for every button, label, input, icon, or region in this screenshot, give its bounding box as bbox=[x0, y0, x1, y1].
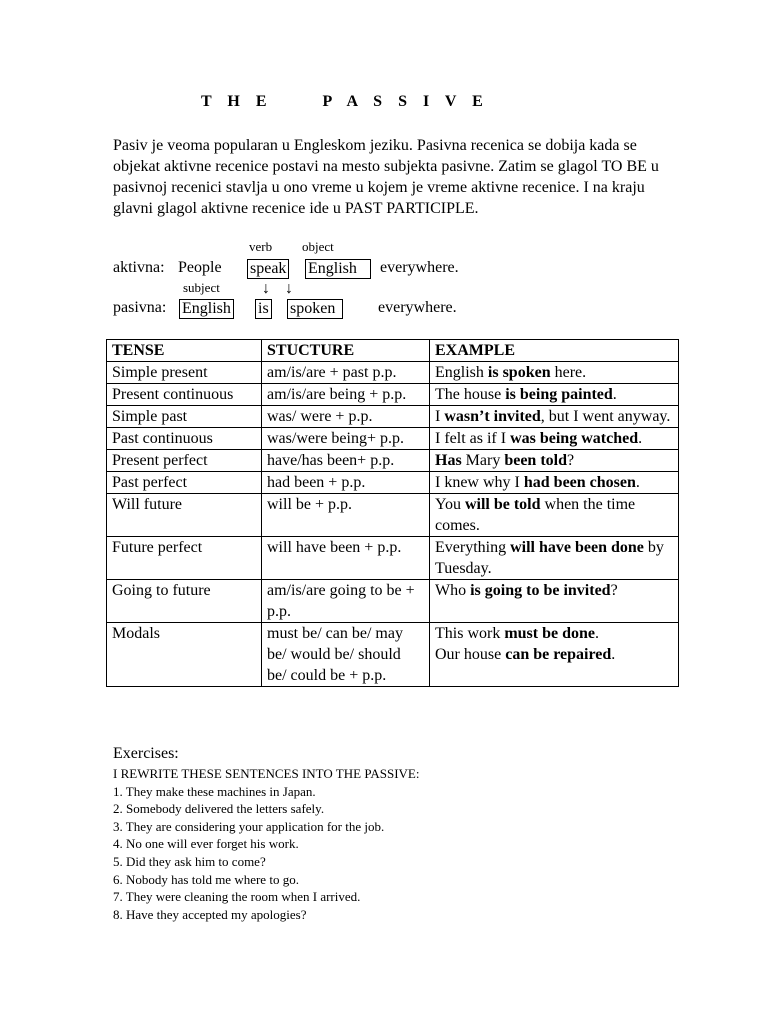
cell-structure: am/is/are + past p.p. bbox=[262, 362, 430, 384]
cell-example bbox=[430, 580, 679, 623]
list-item: 7. They were cleaning the room when I arrived. bbox=[113, 889, 361, 905]
list-item: 1. They make these machines in Japan. bbox=[113, 783, 316, 799]
header-structure: STUCTURE bbox=[262, 340, 430, 362]
example-emphasis: Has bbox=[435, 452, 462, 469]
example-text: by Tuesday. bbox=[435, 539, 664, 577]
passive-pp-box: spoken bbox=[287, 299, 343, 319]
tense-table bbox=[106, 339, 679, 687]
example-text: . bbox=[638, 430, 643, 447]
passive-be-box: is bbox=[255, 299, 272, 319]
cell-structure: had been + p.p. bbox=[262, 472, 430, 494]
list-item: 6. Nobody has told me where to go. bbox=[113, 871, 299, 887]
active-subject: People bbox=[178, 259, 222, 276]
cell-structure: was/ were + p.p. bbox=[262, 406, 430, 428]
cell-tense: Modals bbox=[107, 623, 262, 687]
example-text: This work bbox=[435, 625, 505, 642]
cell-structure: must be/ can be/ may be/ would be/ should be/ could be + p.p. bbox=[262, 623, 430, 687]
label-subject: subject bbox=[183, 280, 220, 295]
example-text: here. bbox=[550, 364, 587, 381]
header-tense: TENSE bbox=[107, 340, 262, 362]
intro-paragraph: Pasiv je veoma popularan u Engleskom jeziku. Pasivna recenica se dobija kada se objekat aktivne recenice postavi na mesto subjekta pasivne. Zatim se glagol TO BE u pasivnoj recenici stavlja u ono vreme u kojem je vreme aktivne recenice. I na kraju glavni glagol aktivne recenice ide u PAST PARTICIPLE. bbox=[113, 137, 659, 217]
cell-example bbox=[430, 537, 679, 580]
example-emphasis: wasn’t invited bbox=[444, 408, 541, 425]
cell-tense: Future perfect bbox=[107, 537, 262, 580]
example-text: The house bbox=[435, 386, 506, 403]
active-label: aktivna: bbox=[113, 259, 165, 276]
cell-example bbox=[430, 362, 679, 384]
cell-tense: Simple past bbox=[107, 406, 262, 428]
page-title: T H E P A S S I V E bbox=[201, 93, 489, 110]
example-text: when the time comes. bbox=[435, 496, 636, 534]
example-text: . bbox=[595, 625, 600, 642]
cell-tense: Present continuous bbox=[107, 384, 262, 406]
cell-structure: am/is/are going to be + p.p. bbox=[262, 580, 430, 623]
table-row bbox=[107, 472, 679, 494]
example-text: . bbox=[635, 474, 640, 491]
arrow-down-icon: ↓ bbox=[285, 280, 293, 297]
table-row bbox=[107, 406, 679, 428]
example-text: Our house bbox=[435, 646, 506, 663]
cell-example bbox=[430, 450, 679, 472]
table-row bbox=[107, 384, 679, 406]
example-emphasis: is being painted bbox=[505, 386, 613, 403]
example-emphasis: will have been done bbox=[510, 539, 644, 556]
table-header-row bbox=[107, 340, 679, 362]
active-rest: everywhere. bbox=[380, 259, 459, 276]
example-emphasis: been told bbox=[504, 452, 567, 469]
cell-structure: will be + p.p. bbox=[262, 494, 430, 537]
example-emphasis: can be repaired bbox=[505, 646, 612, 663]
list-item: 2. Somebody delivered the letters safely. bbox=[113, 801, 325, 817]
table-row bbox=[107, 450, 679, 472]
example-text: Everything bbox=[435, 539, 511, 556]
cell-example bbox=[430, 406, 679, 428]
example-text: I knew why I bbox=[435, 474, 524, 491]
cell-example bbox=[430, 384, 679, 406]
example-text: English bbox=[435, 364, 488, 381]
example-emphasis: will be told bbox=[464, 496, 541, 513]
example-text: , but I went anyway. bbox=[540, 408, 671, 425]
cell-structure: will have been + p.p. bbox=[262, 537, 430, 580]
exercise-instruction: I REWRITE THESE SENTENCES INTO THE PASSIVE: bbox=[113, 766, 420, 781]
passive-subject-box: English bbox=[179, 299, 234, 319]
cell-example bbox=[430, 472, 679, 494]
list-item: 5. Did they ask him to come? bbox=[113, 853, 266, 869]
example-text: ? bbox=[610, 582, 618, 599]
cell-tense: Present perfect bbox=[107, 450, 262, 472]
passive-rest: everywhere. bbox=[378, 299, 457, 316]
example-emphasis: is going to be invited bbox=[470, 582, 611, 599]
example-text: I bbox=[435, 408, 445, 425]
table-row bbox=[107, 362, 679, 384]
cell-structure: am/is/are being + p.p. bbox=[262, 384, 430, 406]
table-row bbox=[107, 428, 679, 450]
example-emphasis: must be done bbox=[504, 625, 596, 642]
example-emphasis: had been chosen bbox=[523, 474, 636, 491]
example-text: . bbox=[612, 386, 617, 403]
label-object: object bbox=[302, 239, 334, 254]
active-verb-box: speak bbox=[247, 259, 289, 279]
example-emphasis: is spoken bbox=[487, 364, 551, 381]
cell-tense: Simple present bbox=[107, 362, 262, 384]
example-text: . bbox=[611, 646, 616, 663]
cell-tense: Going to future bbox=[107, 580, 262, 623]
exercises-heading: Exercises: bbox=[113, 745, 179, 762]
cell-tense: Past continuous bbox=[107, 428, 262, 450]
list-item: 8. Have they accepted my apologies? bbox=[113, 906, 307, 922]
cell-tense: Past perfect bbox=[107, 472, 262, 494]
cell-structure: was/were being+ p.p. bbox=[262, 428, 430, 450]
header-example: EXAMPLE bbox=[430, 340, 679, 362]
example-text: ? bbox=[567, 452, 575, 469]
list-item: 4. No one will ever forget his work. bbox=[113, 836, 299, 852]
arrow-down-icon: ↓ bbox=[262, 280, 270, 297]
example-text: Who bbox=[435, 582, 471, 599]
example-text: Mary bbox=[461, 452, 505, 469]
active-object-box: English bbox=[305, 259, 371, 279]
example-text: You bbox=[435, 496, 465, 513]
label-verb: verb bbox=[249, 239, 273, 254]
cell-example bbox=[430, 623, 679, 687]
example-text: I felt as if I bbox=[435, 430, 511, 447]
cell-example bbox=[430, 428, 679, 450]
passive-label: pasivna: bbox=[113, 299, 167, 316]
cell-example bbox=[430, 494, 679, 537]
table-row bbox=[107, 537, 679, 580]
example-emphasis: was being watched bbox=[510, 430, 639, 447]
exercise-list bbox=[113, 765, 419, 923]
table-row bbox=[107, 623, 679, 687]
table-row bbox=[107, 580, 679, 623]
cell-structure: have/has been+ p.p. bbox=[262, 450, 430, 472]
cell-tense: Will future bbox=[107, 494, 262, 537]
list-item: 3. They are considering your application for the job. bbox=[113, 818, 385, 834]
table-row bbox=[107, 494, 679, 537]
